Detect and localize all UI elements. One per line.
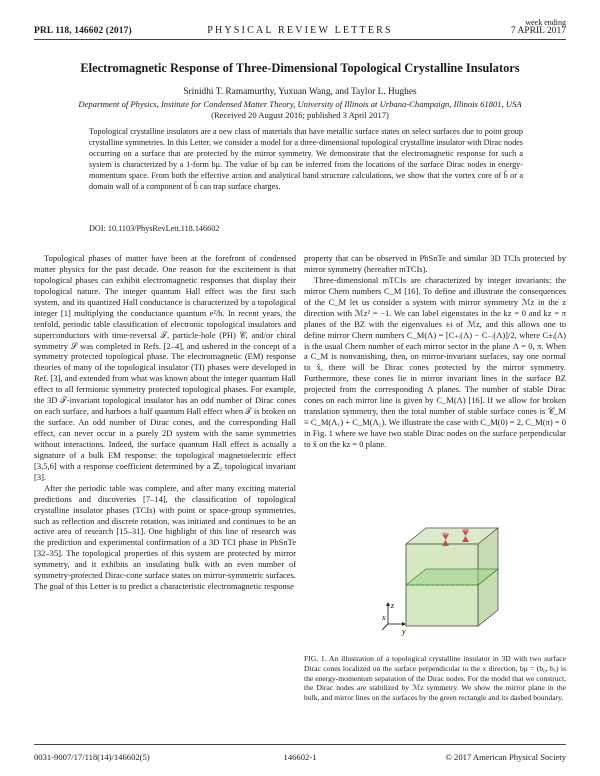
- authors: Srinidhi T. Ramamurthy, Yuxuan Wang, and Taylor L. Hughes: [183, 87, 417, 97]
- axis-label-x: x: [382, 613, 386, 622]
- paragraph: After the periodic table was complete, and after many exciting material predictions and discoveries [7–14], the classification of topological crystalline insulator phases (TCIs) with point or space-group symmetries, such as reflection and discrete rotation, was initiated and continues to be an active area of research [15–31]. One highlight of this line of research was the prediction and experimental confirmation of a 3D TCI phase in PbSnTe [32–35]. The topological properties of this system are protected by mirror symmetry, and it exhibits an insulating bulk with an even number of symmetry-protected Dirac-cone surface states on mirror-symmetric surfaces. The goal of this Letter is to predict a characteristic electromagnetic response: [34, 482, 296, 592]
- paper-title: Electromagnetic Response of Three-Dimensional Topological Crystalline Insulators: [80, 61, 520, 75]
- issue-date: [511, 18, 566, 36]
- axis-label-y: y: [402, 627, 406, 636]
- body-left-column: [34, 253, 296, 592]
- paragraph: Topological phases of matter have been at the forefront of condensed matter physics for the past decade. One reason for the excitement is that topological phases can exhibit electromagnetic responses that display their topological nature. The integer quantum Hall effect was the first such system, and its quantized Hall conductance is characterized by a topological integer [1] multiplying the conductance quantum e²/h. In recent years, the tenfold, periodic table classification of electronic topological insulators and superconductors with time-reversal 𝒯, particle-hole (PH) 𝒞, and/or chiral symmetry 𝒮 was completed in Refs. [2–4], and ushered in the concept of a symmetry protected topological phase. The electromagnetic (EM) response theories of many of the topological insulator (TI) phases were developed in Ref. [3], and extended from what was known about the integer quantum Hall effect to all fermionic symmetry protected topological phases. For example, the 3D 𝒯-invariant topological insulator has an odd number of Dirac cones on each surface, and harbors a half quantum Hall effect when 𝒯 is broken on the surface. An odd number of Dirac cones, and the corresponding Hall effect, can never occur in a purely 2D system with the same symmetries without interactions. Indeed, the surface quantum Hall effect is actually a signature of a bulk EM response: the topological magnetoelectric effect [3,5,6] with a response coefficient determined by a ℤ₂ topological invariant [3].: [34, 253, 296, 482]
- abstract: Topological crystalline insulators are a new class of materials that have metallic surface states on select surfaces due to point group crystalline symmetries. In this Letter, we consider a model for a three-dimensional topological crystalline insulator with Dirac nodes occurring on a surface that are protected by the mirror symmetry. We demonstrate that the electromagnetic response for such a system is characterized by a 1-form bμ. The value of bμ can be inferred from the locations of the surface Dirac nodes in energy-momentum space. From both the effective action and analytical band structure calculations, we show that the vortex core of b̃ or a domain wall of a component of b̃ can trap surface charges.: [89, 127, 523, 191]
- footer-rule: [34, 744, 566, 745]
- copyright: © 2017 American Physical Society: [445, 752, 566, 762]
- figure-1: [382, 520, 510, 638]
- journal-reference: PRL 118, 146602 (2017): [34, 26, 132, 36]
- axes-indicator: [382, 601, 406, 636]
- week-label: week ending: [525, 18, 566, 27]
- axis-label-z: z: [391, 601, 395, 610]
- paragraph: Three-dimensional mTCIs are characterized by integer invariants: the mirror Chern numbers C_M [16]. To define and illustrate the consequences of the C_M let us consider a system with mirror symmetry ℳz in the z direction with ℳz² = −1. We can label eigenstates in the kz = 0 and kz = π planes of the BZ with the eigenvalues ±i of ℳz, and this allows one to define mirror Chern numbers C_M(Λ) = [C₊ᵢ(Λ) − C₋ᵢ(Λ)]/2, where C±ᵢ(Λ) is the usual Chern number of each mirror sector in the plane Λ = 0, π. When a C_M is nonvanishing, then, on mirror-invariant surfaces, say one normal to x̂, there will be Dirac cones protected by the mirror symmetry. Furthermore, these cones lie in mirror invariant lines in the surface BZ projected from the corresponding Λ planes. The number of stable Dirac cones on each mirror line is given by C_M(Λ) [16]. If we allow for broken translation symmetry, then the total number of stable surface cones is 𝒞_M ≡ C_M(Λ₁) + C_M(Λ₂). We illustrate the case with C_M(0) = 2, C_M(π) = 0 in Fig. 1 where we have two stable Dirac nodes on the surface perpendicular to x̂ on the kz = 0 plane.: [304, 274, 566, 449]
- body-right-column: [304, 253, 566, 450]
- doi-link[interactable]: DOI: 10.1103/PhysRevLett.118.146602: [89, 224, 220, 233]
- affiliation: Department of Physics, Institute for Condensed Matter Theory, University of Illinois at Urbana-Champaign, Illinois 61801, USA: [78, 99, 522, 109]
- header-rule: [34, 39, 566, 40]
- paragraph: property that can be observed in PbSnTe and similar 3D TCIs protected by mirror symmetry (hereafter mTCIs).: [304, 253, 566, 274]
- received-dates: (Received 20 August 2016; published 3 April 2017): [211, 110, 389, 120]
- journal-name: PHYSICAL REVIEW LETTERS: [207, 25, 393, 36]
- figure-caption: FIG. 1. An illustration of a topological crystalline insulator in 3D with two surface Dirac cones localized on the surface perpendicular to the x direction, bμ = (b₀, bₓ) is the energy-momentum separation of the Dirac nodes. For the model that we construct, the Dirac nodes are stabilized by ℳz symmetry. We show the mirror plane in the bulk, and mirror lines on the surfaces by the green rectangle and its dashed boundary.: [304, 654, 566, 703]
- page-number: 146602-1: [283, 752, 317, 762]
- week-date: 7 APRIL 2017: [510, 26, 566, 36]
- footer-code: 0031-9007/17/118(14)/146602(5): [34, 752, 150, 762]
